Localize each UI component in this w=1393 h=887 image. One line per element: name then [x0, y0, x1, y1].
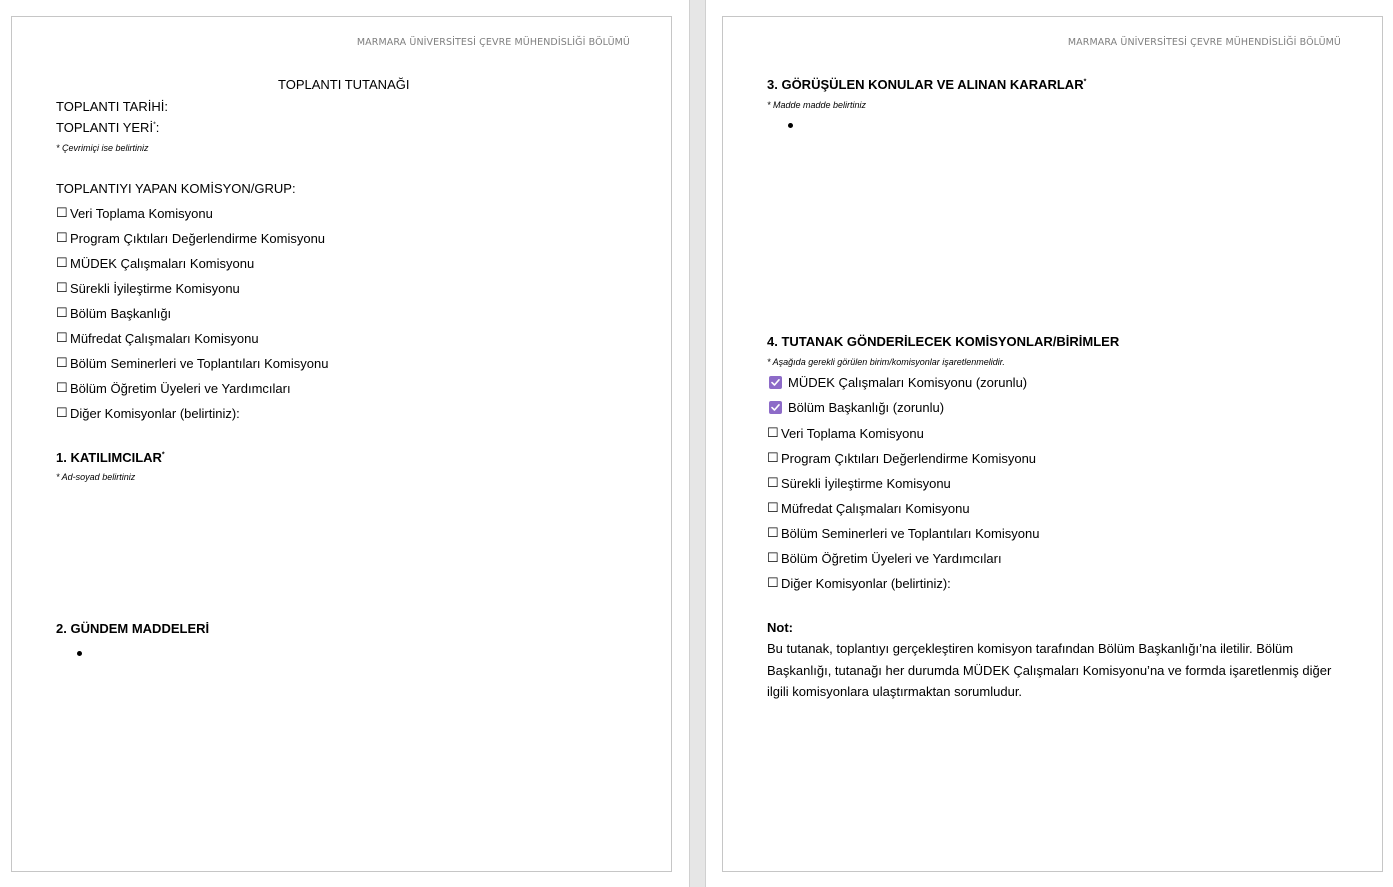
checkbox-empty-icon[interactable]: ☐	[56, 355, 68, 370]
recipient-label: Bölüm Başkanlığı (zorunlu)	[788, 400, 945, 415]
committee-label: Bölüm Seminerleri ve Toplantıları Komisyonu	[70, 355, 329, 371]
checkbox-empty-icon[interactable]: ☐	[56, 405, 68, 420]
checkbox-empty-icon[interactable]: ☐	[767, 450, 779, 465]
section-1-heading	[56, 450, 165, 465]
checkbox-empty-icon[interactable]: ☐	[56, 205, 68, 220]
recipient-checkbox-item[interactable]	[767, 500, 970, 516]
recipient-checkbox-item[interactable]	[767, 425, 924, 441]
recipient-checkbox-item[interactable]	[767, 450, 1036, 466]
section-2-heading: 2. GÜNDEM MADDELERİ	[56, 621, 210, 636]
checkbox-checked-icon[interactable]	[769, 376, 782, 389]
committee-checkbox-item[interactable]	[56, 405, 240, 421]
note-paragraph: Bu tutanak, toplantıyı gerçekleştiren komisyon tarafından Bölüm Başkanlığı’na iletilir. Bölüm Başkanlığı, tutanağı her durumda MÜDEK Çalışmaları Komisyonu’na ve formda işaretlenmiş diğer ilgili komisyonlara ulaştırmaktan sorumludur.	[767, 641, 1332, 699]
recipient-label: Diğer Komisyonlar (belirtiniz):	[781, 575, 951, 591]
checkbox-empty-icon[interactable]: ☐	[767, 550, 779, 565]
meeting-place-label	[56, 120, 159, 135]
note-heading: Not:	[767, 620, 793, 635]
committee-label: Müfredat Çalışmaları Komisyonu	[70, 330, 259, 346]
recipient-checkbox-item[interactable]	[767, 550, 1002, 566]
checkbox-empty-icon[interactable]: ☐	[767, 525, 779, 540]
page-gap-divider	[689, 0, 706, 887]
meeting-place-asterisk: *	[153, 121, 156, 129]
online-note: * Çevrimiçi ise belirtiniz	[56, 143, 149, 153]
committee-checkbox-item[interactable]	[56, 380, 291, 396]
committee-checkbox-item[interactable]	[56, 205, 213, 221]
recipient-label: Veri Toplama Komisyonu	[781, 425, 924, 441]
recipient-checked-item[interactable]	[769, 375, 1027, 390]
section-3-heading	[767, 77, 1086, 92]
recipient-checked-item[interactable]	[769, 400, 944, 415]
recipient-label: Bölüm Öğretim Üyeleri ve Yardımcıları	[781, 550, 1002, 566]
checkbox-empty-icon[interactable]: ☐	[56, 255, 68, 270]
section-3-title: 3. GÖRÜŞÜLEN KONULAR VE ALINAN KARARLAR	[767, 77, 1084, 92]
checkbox-empty-icon[interactable]: ☐	[767, 425, 779, 440]
page-header: MARMARA ÜNİVERSİTESİ ÇEVRE MÜHENDİSLİĞİ BÖLÜMÜ	[356, 37, 630, 48]
committee-checkbox-item[interactable]	[56, 330, 259, 346]
checkbox-empty-icon[interactable]: ☐	[56, 280, 68, 295]
committee-label: Bölüm Başkanlığı	[70, 305, 172, 321]
committee-checkbox-item[interactable]	[56, 355, 328, 371]
meeting-date-label: TOPLANTI TARİHİ:	[56, 99, 168, 114]
checkbox-empty-icon[interactable]: ☐	[56, 230, 68, 245]
checkbox-empty-icon[interactable]: ☐	[56, 305, 68, 320]
section-4-heading: 4. TUTANAK GÖNDERİLECEK KOMİSYONLAR/BİRİMLER	[767, 334, 1120, 349]
committee-checkbox-item[interactable]	[56, 255, 254, 271]
meeting-place-text: TOPLANTI YERİ	[56, 120, 154, 135]
recipient-checkbox-item[interactable]	[767, 475, 951, 491]
recipient-label: Bölüm Seminerleri ve Toplantıları Komisyonu	[781, 525, 1040, 541]
agenda-bullet[interactable]	[77, 651, 82, 656]
committee-label: Program Çıktıları Değerlendirme Komisyonu	[70, 230, 326, 246]
section-4-note: * Aşağıda gerekli görülen birim/komisyonlar işaretlenmelidir.	[767, 357, 1005, 367]
recipient-checkbox-item[interactable]	[767, 525, 1039, 541]
document-title: TOPLANTI TUTANAĞI	[278, 77, 410, 92]
committee-label: Veri Toplama Komisyonu	[70, 205, 213, 221]
committee-checkbox-item[interactable]	[56, 305, 171, 321]
checkbox-empty-icon[interactable]: ☐	[767, 575, 779, 590]
section-1-asterisk: *	[161, 451, 165, 459]
recipient-checkbox-item[interactable]	[767, 575, 951, 591]
page-header: MARMARA ÜNİVERSİTESİ ÇEVRE MÜHENDİSLİĞİ BÖLÜMÜ	[1067, 37, 1341, 48]
checkbox-empty-icon[interactable]: ☐	[767, 475, 779, 490]
document-page-2	[722, 16, 1383, 872]
committee-heading: TOPLANTIYI YAPAN KOMİSYON/GRUP:	[56, 181, 296, 196]
committee-checkbox-item[interactable]	[56, 280, 240, 296]
section-1-title: 1. KATILIMCILAR	[56, 450, 162, 465]
recipient-label: Müfredat Çalışmaları Komisyonu	[781, 500, 970, 516]
committee-label: Bölüm Öğretim Üyeleri ve Yardımcıları	[70, 380, 291, 396]
section-1-note: * Ad-soyad belirtiniz	[56, 472, 136, 482]
committee-label: Diğer Komisyonlar (belirtiniz):	[70, 405, 240, 421]
recipient-label: MÜDEK Çalışmaları Komisyonu (zorunlu)	[788, 375, 1028, 390]
section-3-note: * Madde madde belirtiniz	[767, 100, 867, 110]
committee-checkbox-item[interactable]	[56, 230, 325, 246]
checkbox-checked-icon[interactable]	[769, 401, 782, 414]
meeting-place-colon: :	[155, 120, 160, 135]
committee-label: Sürekli İyileştirme Komisyonu	[70, 280, 240, 296]
section-3-asterisk: *	[1083, 78, 1087, 86]
decisions-bullet[interactable]	[788, 123, 793, 128]
checkbox-empty-icon[interactable]: ☐	[56, 380, 68, 395]
recipient-label: Sürekli İyileştirme Komisyonu	[781, 475, 951, 491]
checkbox-empty-icon[interactable]: ☐	[767, 500, 779, 515]
recipient-label: Program Çıktıları Değerlendirme Komisyonu	[781, 450, 1037, 466]
checkbox-empty-icon[interactable]: ☐	[56, 330, 68, 345]
document-page-1	[11, 16, 672, 872]
committee-label: MÜDEK Çalışmaları Komisyonu	[70, 255, 255, 271]
